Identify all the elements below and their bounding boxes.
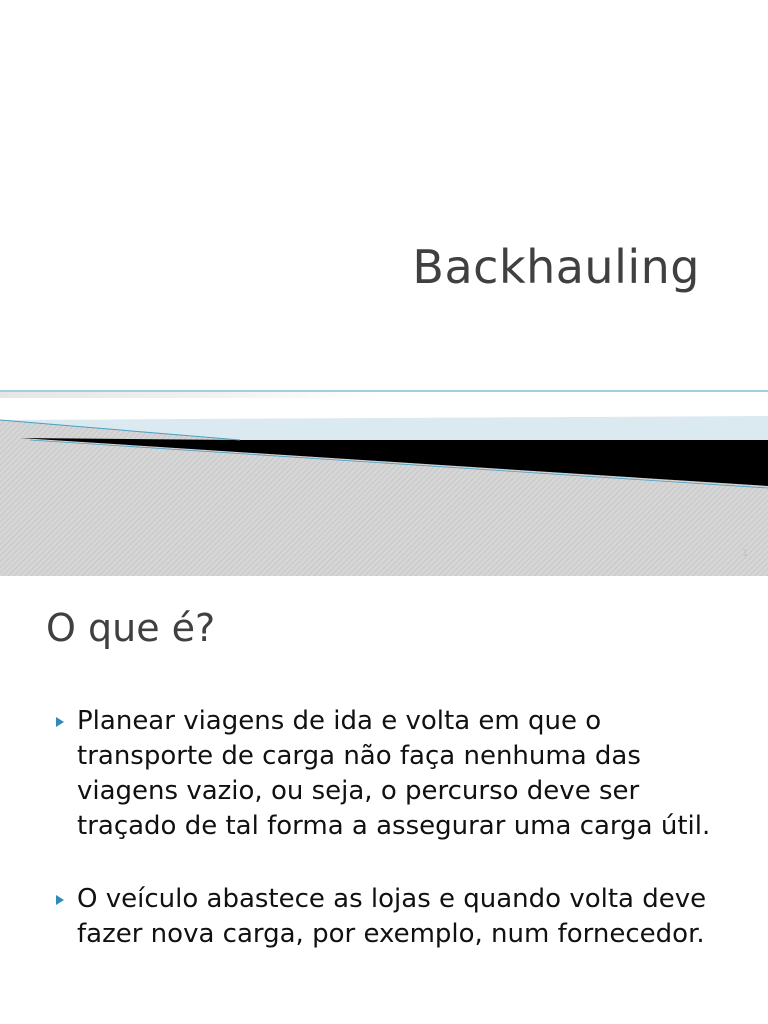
fade-strip — [0, 392, 380, 398]
bullet-text: O veículo abastece as lojas e quando volta deve fazer nova carga, por exemplo, num fornecedor. — [77, 884, 707, 949]
triangle-bullet-icon — [56, 717, 64, 727]
slide-title: Backhauling — [412, 240, 700, 294]
bullet-list — [56, 704, 716, 990]
slide-number: 1 — [742, 549, 748, 559]
bullet-text: Planear viagens de ida e volta em que o transporte de carga não faça nenhuma das viagens vazio, ou seja, o percurso deve ser traçado de tal forma a assegurar uma carga útil. — [77, 706, 711, 841]
decorative-bands — [0, 380, 768, 576]
triangle-bullet-icon — [56, 895, 64, 905]
list-item — [56, 882, 716, 952]
list-item — [56, 704, 716, 844]
slide-heading: O que é? — [46, 606, 216, 650]
content-slide — [0, 576, 768, 1024]
